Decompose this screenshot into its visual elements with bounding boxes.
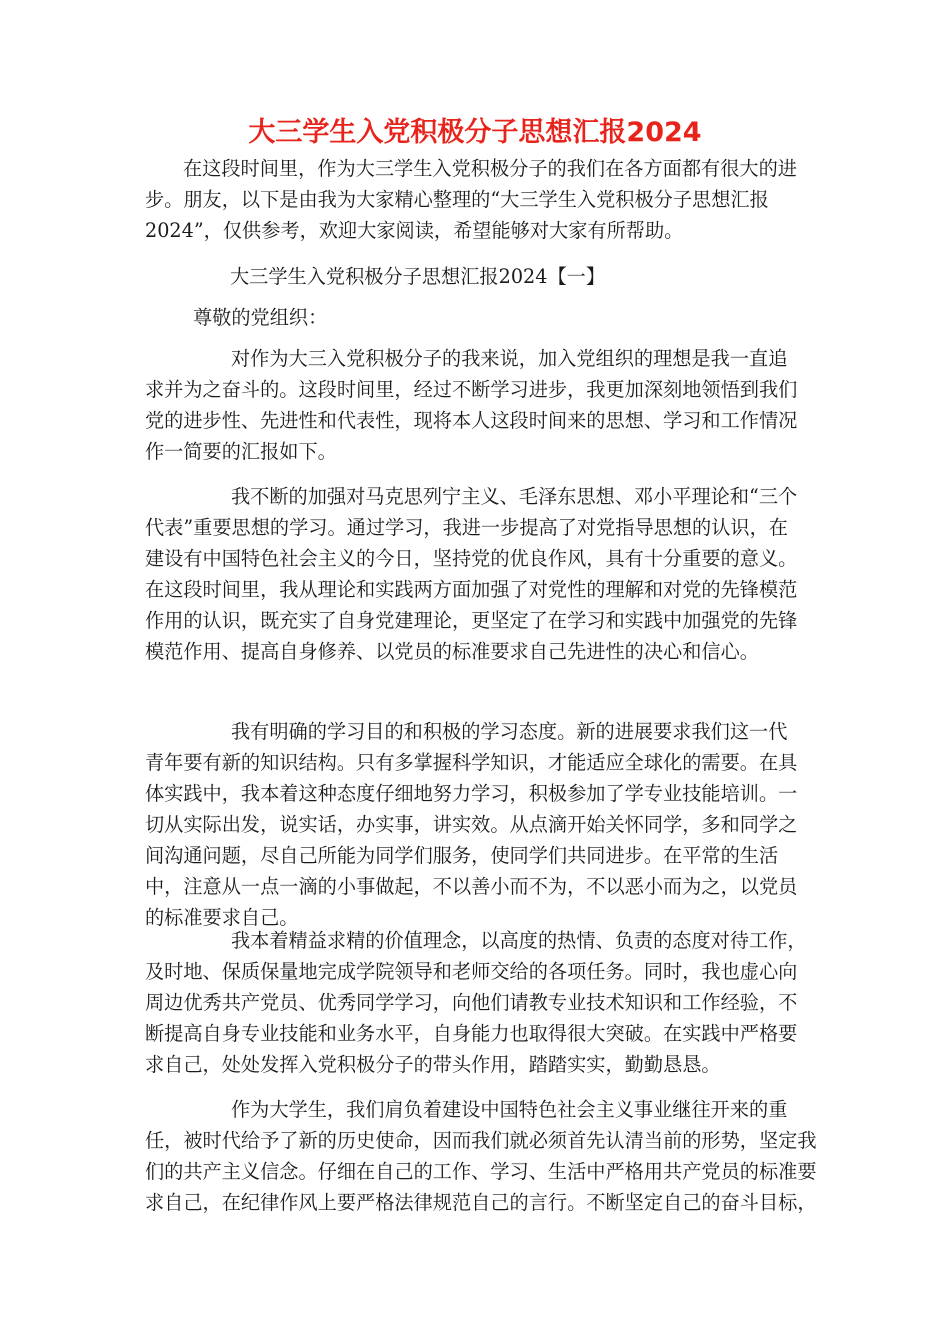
body-paragraph: 我本着精益求精的价值理念，以高度的热情、负责的态度对待工作，及时地、保质保量地完成学院领导和老师交给的各项任务。同时，我也虚心向周边优秀共产党员、优秀同学学习，向他们请教专业技术知识和工作经验，不断提高自身专业技能和业务水平，自身能力也取得很大突破。在实践中严格要求自己，处处发挥入党积极分子的带头作用，踏踏实实，勤勤恳恳。 (145, 929, 807, 1076)
intro-paragraph: 在这段时间里，作为大三学生入党积极分子的我们在各方面都有很大的进步。朋友，以下是由我为大家精心整理的“大三学生入党积极分子思想汇报2024”，仅供参考，欢迎大家阅读，希望能够对大家有所帮助。 (145, 157, 797, 242)
section-heading: 大三学生入党积极分子思想汇报2024【一】 (230, 265, 606, 288)
body-paragraph: 对作为大三入党积极分子的我来说，加入党组织的理想是我一直追求并为之奋斗的。这段时间里，经过不断学习进步，我更加深刻地领悟到我们党的进步性、先进性和代表性，现将本人这段时间来的思想、学习和工作情况作一简要的汇报如下。 (145, 347, 798, 463)
body-paragraph: 我有明确的学习目的和积极的学习态度。新的进展要求我们这一代青年要有新的知识结构。只有多掌握科学知识，才能适应全球化的需要。在具体实践中，我本着这种态度仔细地努力学习，积极参加了学专业技能培训。一切从实际出发，说实话，办实事，讲实效。从点滴开始关怀同学，多和同学之间沟通问题，尽自己所能为同学们服务，使同学们共同进步。在平常的生活中，注意从一点一滴的小事做起，不以善小而不为，不以恶小而为之，以党员的标准要求自己。 (145, 720, 798, 929)
salutation: 尊敬的党组织： (193, 306, 328, 329)
document-title: 大三学生入党积极分子思想汇报2024 (248, 117, 702, 148)
body-paragraph: 我不断的加强对马克思列宁主义、毛泽东思想、邓小平理论和“三个代表”重要思想的学习。通过学习，我进一步提高了对党指导思想的认识，在建设有中国特色社会主义的今日，坚持党的优良作风，具有十分重要的意义。在这段时间里，我从理论和实践两方面加强了对党性的理解和对党的先锋模范作用的认识，既充实了自身党建理论，更坚定了在学习和实践中加强党的先锋模范作用、提高自身修养、以党员的标准要求自己先进性的决心和信心。 (145, 485, 798, 663)
body-paragraph: 作为大学生，我们肩负着建设中国特色社会主义事业继往开来的重任，被时代给予了新的历史使命，因而我们就必须首先认清当前的形势，坚定我们的共产主义信念。仔细在自己的工作、学习、生活中严格用共产党员的标准要求自己，在纪律作风上要严格法律规范自己的言行。不断坚定自己的奋斗目标， (145, 1098, 817, 1214)
